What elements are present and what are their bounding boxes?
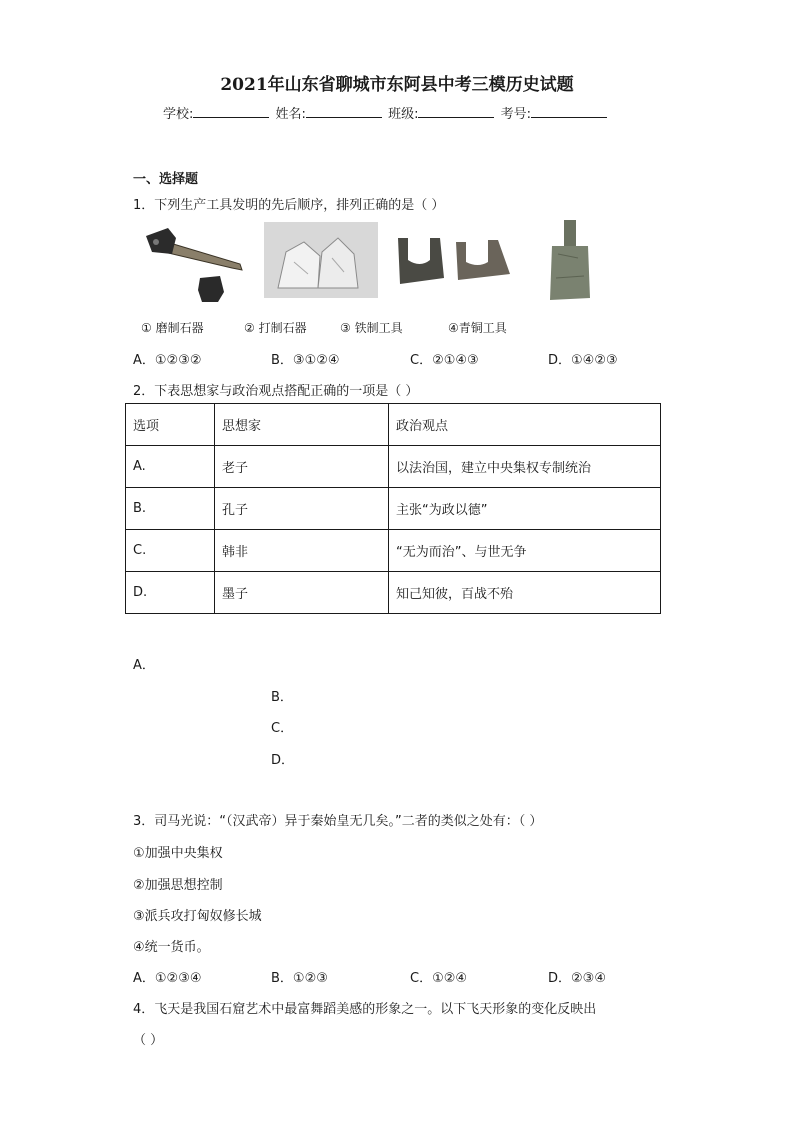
q1-caption-2: ② 打制石器 [244,321,307,335]
q3-item-4: ④统一货币。 [133,940,210,955]
q1-option-d[interactable]: D．①④②③ [548,353,618,368]
table-row [126,530,661,572]
school-label: 学校: [163,107,194,122]
school-blank [193,105,269,118]
q1-option-a[interactable]: A．①②③② [133,353,202,368]
q3-item-1: ①加强中央集权 [133,846,223,861]
table-cell: “无为而治”、与世无争 [389,530,661,572]
q3-item-3: ③派兵攻打匈奴修长城 [133,909,262,924]
name-blank [306,105,382,118]
q1-caption-3: ③ 铁制工具 [340,321,403,335]
table-cell: D. [126,572,215,614]
q3-option-a[interactable]: A．①②③④ [133,971,202,986]
student-info-line [163,103,609,122]
q1-option-c[interactable]: C．②①④③ [410,353,479,368]
exam-no-label: 考号: [500,107,531,122]
table-header-cell: 政治观点 [389,404,661,446]
q3-stem: 3．司马光说：“（汉武帝）异于秦始皇无几矣。”二者的类似之处有：（ ） [133,814,543,829]
table-cell: 知己知彼，百战不殆 [389,572,661,614]
q2-answer-b[interactable]: B． [271,690,293,705]
table-cell: 韩非 [215,530,389,572]
exam-no-blank [531,105,607,118]
table-row [126,488,661,530]
q2-answer-d[interactable]: D． [271,753,295,768]
q2-table [125,403,661,614]
q1-caption-1: ① 磨制石器 [141,321,204,335]
table-row [126,572,661,614]
section-heading: 一、选择题 [133,172,199,187]
table-header-cell: 思想家 [215,404,389,446]
chipped-stone-tools-icon [264,222,378,298]
page-title: 2021年山东省聊城市东阿县中考三模历史试题 [220,75,574,95]
q4-stem-continued: （ ） [133,1033,164,1048]
q4-stem: 4．飞天是我国石窟艺术中最富舞蹈美感的形象之一。以下飞天形象的变化反映出 [133,1002,597,1017]
q2-answer-c[interactable]: C． [271,721,294,736]
q3-option-d[interactable]: D．②③④ [548,971,606,986]
q1-stem: 1．下列生产工具发明的先后顺序，排列正确的是（ ） [133,198,445,213]
table-row [126,446,661,488]
q3-item-2: ②加强思想控制 [133,878,223,893]
q3-option-b[interactable]: B．①②③ [271,971,328,986]
table-cell: A. [126,446,215,488]
class-label: 班级: [388,107,419,122]
q3-option-c[interactable]: C．①②④ [410,971,468,986]
table-cell: 墨子 [215,572,389,614]
q1-option-b[interactable]: B．③①②④ [271,353,340,368]
table-header-row [126,404,661,446]
q2-stem: 2．下表思想家与政治观点搭配正确的一项是（ ） [133,384,419,399]
table-cell: 老子 [215,446,389,488]
iron-tools-icon [396,232,514,290]
table-header-cell: 选项 [126,404,215,446]
bronze-spade-icon [548,218,592,304]
polished-stone-axe-icon [142,222,247,306]
table-cell: 主张“为政以德” [389,488,661,530]
q2-answer-a[interactable]: A． [133,658,155,673]
table-cell: 以法治国，建立中央集权专制统治 [389,446,661,488]
q1-caption-4: ④青铜工具 [448,321,507,335]
name-label: 姓名: [275,107,306,122]
table-cell: 孔子 [215,488,389,530]
table-cell: C. [126,530,215,572]
class-blank [418,105,494,118]
table-cell: B. [126,488,215,530]
